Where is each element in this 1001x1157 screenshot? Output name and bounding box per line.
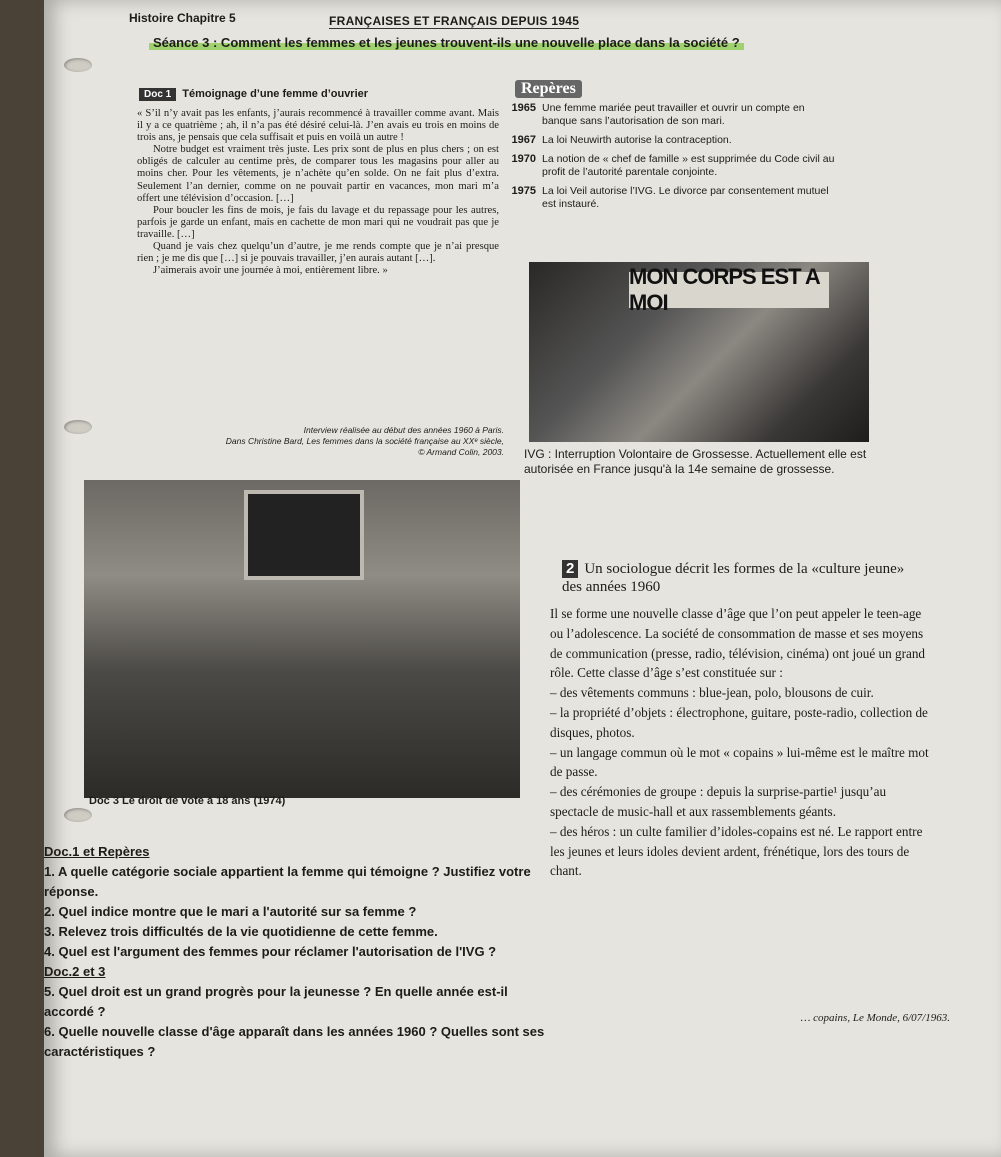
punch-hole [64,58,92,72]
reperes-item [498,153,838,179]
punch-hole [64,808,92,822]
reperes-title: Repères [515,80,582,98]
questions-heading: Doc.2 et 3 [44,964,106,979]
doc1-source [134,425,504,458]
question: 6. Quelle nouvelle classe d'âge apparaît dans les années 1960 ? Quelles sont ses caractéristiques ? [44,1024,545,1059]
question: 4. Quel est l'argument des femmes pour réclamer l'autorisation de l'IVG ? [44,944,497,959]
punch-hole [64,420,92,434]
doc1-paragraph: « S’il n’y avait pas les enfants, j’aurais recommencé à travailler comme avant. Mais il y a ce quatrième ; ah, il n’a pas été désiré celui-là. J’en avais eu trois en moins de trois ans, je pensais que cela suffisait et puis en voilà un autre ! [137,108,499,144]
building-door [244,490,364,580]
question: 2. Quel indice montre que le mari a l'autorité sur sa femme ? [44,904,417,919]
doc1-testimony [137,108,499,277]
worksheet-page [44,0,1001,1157]
doc3-caption: Doc 3 Le droit de vote à 18 ans (1974) [89,795,286,807]
doc2-paragraph: – des vêtements communs : blue-jean, polo, blousons de cuir. [550,685,874,701]
doc2-number: 2 [562,560,578,578]
doc1-paragraph: Quand je vais chez quelqu’un d’autre, je me rends compte que je n’ai presque rien ; je me dis que […] si je pouvais travailler, j’en aurais autant […]. [137,241,499,265]
doc1-heading: Témoignage d’une femme d’ouvrier [182,88,369,100]
reperes-text: Une femme mariée peut travailler et ouvrir un compte en banque sans l’autorisation de son mari. [542,102,805,127]
doc1-paragraph: Pour boucler les fins de mois, je fais du lavage et du repassage pour les autres, parfois je garde un enfant, mais en cachette de mon mari qui ne voudrait pas que je travaille. […] [137,204,499,240]
chapter-label: Histoire Chapitre 5 [129,11,236,25]
doc1-tag: Doc 1 [139,88,176,101]
doc1-source-line: Interview réalisée au début des années 1960 à Paris. [303,425,504,435]
doc1-source-line: Dans Christine Bard, Les femmes dans la société française au XXᵉ siècle, [225,436,504,446]
reperes-year: 1965 [511,102,536,114]
reperes-year: 1970 [511,153,536,165]
reperes-text: La loi Veil autorise l’IVG. Le divorce par consentement mutuel est instauré. [542,185,829,210]
reperes-item [498,134,838,147]
vote-18-photo [84,480,520,798]
question: 1. A quelle catégorie sociale appartient la femme qui témoigne ? Justifiez votre réponse. [44,864,531,899]
reperes-item [498,102,838,128]
reperes-timeline [498,102,838,217]
reperes-item [498,185,838,211]
doc1-title [139,88,368,100]
doc2-title [562,560,922,596]
doc2-paragraph: Il se forme une nouvelle classe d’âge que l’on peut appeler le teen-age ou l’adolescence. La société de consommation de masse et ses moyens de communication (presse, radio, télévision, cinéma) ont joué un grand rôle. Cette classe d’âge s’est constituée sur : [550,606,926,681]
reperes-year: 1975 [511,185,536,197]
question: 5. Quel droit est un grand progrès pour la jeunesse ? En quelle année est-il accordé ? [44,984,508,1019]
doc2-heading: Un sociologue décrit les formes de la «culture jeune» des années 1960 [562,561,905,595]
doc2-paragraph: – la propriété d’objets : électrophone, guitare, poste-radio, collection de disques, photos. [550,704,928,740]
chapter-title: FRANÇAISES ET FRANÇAIS DEPUIS 1945 [329,14,580,28]
doc2-text [550,604,930,881]
doc2-source: … copains, Le Monde, 6/07/1963. [800,1012,950,1024]
questions-block [44,842,564,1062]
doc1-paragraph: J’aimerais avoir une journée à moi, entièrement libre. » [153,265,388,277]
ivg-caption: IVG : Interruption Volontaire de Grossesse. Actuellement elle est autorisée en France jusqu'à la 14e semaine de grossesse. [524,447,867,476]
doc1-paragraph: Notre budget est vraiment très juste. Les prix sont de plus en plus chers ; on est obligés de calculer au centime près, de comparer tous les magasins pour aller au moins cher. Pour les vêtements, je n’achète qu’en solde. On ne fait plus d’extra. Seulement l’an dernier, comme on ne pouvait partir en vacances, mon mari m’a offert une télévision d’occasion. […] [137,144,499,204]
reperes-text: La loi Neuwirth autorise la contraception. [542,134,732,146]
reperes-year: 1967 [511,134,536,146]
question: 3. Relevez trois difficultés de la vie quotidienne de cette femme. [44,924,438,939]
doc1-source-line: © Armand Colin, 2003. [418,447,504,457]
doc2-paragraph: – des cérémonies de groupe : depuis la surprise-partie¹ jusqu’au spectacle de music-hall et aux rassemblements géants. [550,784,887,819]
doc2-paragraph: – un langage commun où le mot « copains » lui-même est le maître mot de passe. [550,744,929,780]
questions-heading: Doc.1 et Repères [44,844,150,859]
seance-title: Séance 3 : Comment les femmes et les jeunes trouvent-ils une nouvelle place dans la société ? [149,35,744,50]
reperes-text: La notion de « chef de famille » est supprimée du Code civil au profit de l’autorité parentale conjointe. [542,153,835,178]
doc2-paragraph: – des héros : un culte familier d’idoles-copains est né. Le rapport entre les jeunes et leurs idoles devient ardent, frénétique, lors des tours de chant. [550,823,923,879]
ivg-protest-photo [529,262,869,442]
protest-sign: MON CORPS EST A MOI [629,272,829,308]
